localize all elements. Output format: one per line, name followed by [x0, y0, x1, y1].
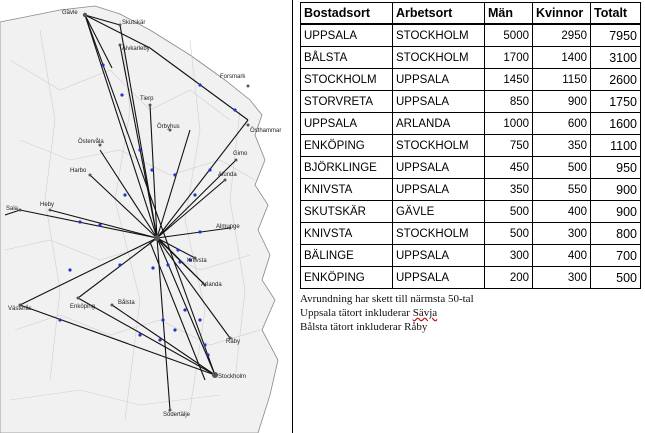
table-header-row [301, 3, 641, 25]
label-almunge: Almunge [216, 224, 240, 230]
label-vasteras: Västerås [8, 306, 32, 312]
label-ostervala: Östervåla [78, 139, 104, 145]
cell-man: 500 [485, 223, 533, 245]
cell-totalt: 1600 [591, 113, 641, 135]
cell-kvinnor: 900 [533, 91, 591, 113]
cell-totalt: 950 [591, 157, 641, 179]
cell-man: 300 [485, 245, 533, 267]
cell-totalt: 500 [591, 267, 641, 289]
cell-kvinnor: 1400 [533, 47, 591, 69]
label-alvkarleby: Älvkarleby [122, 46, 150, 52]
table-row [301, 179, 641, 201]
label-alunda: Alunda [218, 172, 237, 178]
cell-kvinnor: 600 [533, 113, 591, 135]
cell-bostadsort: ENKÖPING [301, 267, 393, 289]
cell-totalt: 2600 [591, 69, 641, 91]
cell-bostadsort: KNIVSTA [301, 223, 393, 245]
table-row [301, 113, 641, 135]
cell-man: 1000 [485, 113, 533, 135]
header-man: Män [485, 3, 533, 25]
table-row [301, 223, 641, 245]
label-orbyhus: Örbyhus [157, 124, 180, 130]
cell-totalt: 700 [591, 245, 641, 267]
header-bostadsort: Bostadsort [301, 3, 393, 25]
cell-kvinnor: 350 [533, 135, 591, 157]
cell-man: 850 [485, 91, 533, 113]
cell-totalt: 3100 [591, 47, 641, 69]
commute-table [300, 2, 641, 289]
cell-kvinnor: 550 [533, 179, 591, 201]
cell-man: 350 [485, 179, 533, 201]
cell-man: 5000 [485, 24, 533, 47]
cell-bostadsort: BÅLSTA [301, 47, 393, 69]
label-skutskar: Skutskär [122, 20, 146, 26]
label-harbo: Harbo [70, 168, 87, 174]
cell-bostadsort: STORVRETA [301, 91, 393, 113]
cell-kvinnor: 300 [533, 223, 591, 245]
cell-totalt: 7950 [591, 24, 641, 47]
label-tierp: Tierp [140, 96, 154, 102]
cell-totalt: 800 [591, 223, 641, 245]
cell-arbetsort: UPPSALA [393, 69, 485, 91]
label-heby: Heby [40, 202, 55, 208]
table-row [301, 47, 641, 69]
note-rounding: Avrundning har skett till närmsta 50-tal [300, 293, 474, 305]
label-sodertalje: Södertälje [163, 412, 191, 418]
cell-totalt: 1750 [591, 91, 641, 113]
cell-arbetsort: UPPSALA [393, 179, 485, 201]
header-totalt: Totalt [591, 3, 641, 25]
label-enkoping: Enköping [70, 304, 96, 310]
cell-man: 500 [485, 201, 533, 223]
cell-arbetsort: STOCKHOLM [393, 47, 485, 69]
cell-arbetsort: UPPSALA [393, 91, 485, 113]
label-osthammar: Östhammar [250, 128, 282, 134]
label-stockholm: Stockholm [218, 374, 247, 380]
note-uppsala [300, 306, 474, 320]
cell-kvinnor: 300 [533, 267, 591, 289]
table-row [301, 267, 641, 289]
table-row [301, 91, 641, 113]
cell-man: 750 [485, 135, 533, 157]
label-arlanda: Arlanda [201, 282, 222, 288]
cell-bostadsort: ENKÖPING [301, 135, 393, 157]
table-row [301, 24, 641, 47]
cell-kvinnor: 400 [533, 245, 591, 267]
label-balsta: Bålsta [118, 300, 135, 306]
cell-arbetsort: STOCKHOLM [393, 223, 485, 245]
table-row [301, 69, 641, 91]
cell-arbetsort: UPPSALA [393, 267, 485, 289]
label-knivsta: Knivsta [187, 258, 207, 264]
vertical-divider [292, 0, 293, 433]
label-sala: Sala [6, 206, 19, 212]
cell-man: 1450 [485, 69, 533, 91]
cell-arbetsort: GÄVLE [393, 201, 485, 223]
table-row [301, 135, 641, 157]
cell-bostadsort: STOCKHOLM [301, 69, 393, 91]
cell-totalt: 900 [591, 179, 641, 201]
table-row [301, 157, 641, 179]
cell-bostadsort: BJÖRKLINGE [301, 157, 393, 179]
cell-arbetsort: STOCKHOLM [393, 24, 485, 47]
table-notes [300, 292, 474, 334]
note-uppsala-text: Uppsala tätort inkluderar [300, 307, 413, 319]
cell-man: 1700 [485, 47, 533, 69]
cell-man: 450 [485, 157, 533, 179]
cell-totalt: 1100 [591, 135, 641, 157]
cell-kvinnor: 500 [533, 157, 591, 179]
label-gavle: Gävle [62, 10, 78, 16]
note-balsta: Bålsta tätort inkluderar Råby [300, 321, 428, 333]
cell-arbetsort: STOCKHOLM [393, 135, 485, 157]
cell-totalt: 900 [591, 201, 641, 223]
table-body [301, 24, 641, 289]
cell-arbetsort: UPPSALA [393, 157, 485, 179]
cell-kvinnor: 2950 [533, 24, 591, 47]
cell-bostadsort: UPPSALA [301, 24, 393, 47]
table-row [301, 245, 641, 267]
cell-man: 200 [485, 267, 533, 289]
cell-kvinnor: 1150 [533, 69, 591, 91]
cell-kvinnor: 400 [533, 201, 591, 223]
table-row [301, 201, 641, 223]
label-forsmark: Forsmark [220, 74, 246, 80]
cell-arbetsort: ARLANDA [393, 113, 485, 135]
header-arbetsort: Arbetsort [393, 3, 485, 25]
label-raby: Råby [226, 339, 241, 345]
cell-bostadsort: UPPSALA [301, 113, 393, 135]
cell-bostadsort: KNIVSTA [301, 179, 393, 201]
cell-bostadsort: BÄLINGE [301, 245, 393, 267]
commute-table-container [300, 2, 640, 289]
header-kvinnor: Kvinnor [533, 3, 591, 25]
cell-bostadsort: SKUTSKÄR [301, 201, 393, 223]
commute-map [0, 0, 292, 433]
cell-arbetsort: UPPSALA [393, 245, 485, 267]
label-gimo: Gimo [233, 151, 248, 157]
note-uppsala-savja: Sävja [412, 307, 438, 319]
